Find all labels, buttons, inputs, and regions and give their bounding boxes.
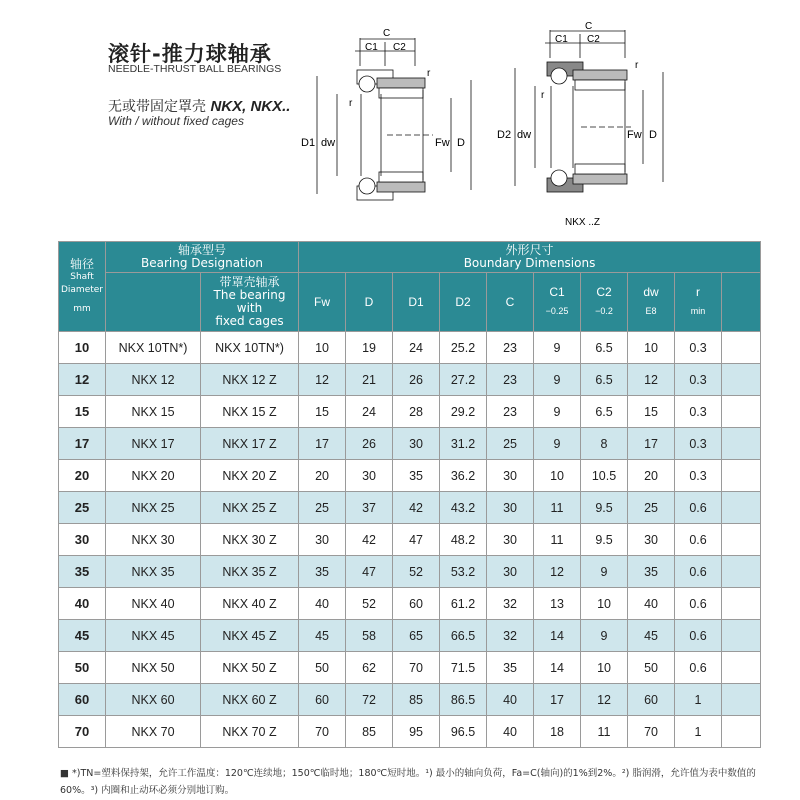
- subtitle-prefix: 无或带固定罩壳: [108, 99, 206, 115]
- dimensions-table: [58, 241, 761, 748]
- cell-d2: 25.2: [440, 332, 487, 364]
- cell-c: 32: [487, 588, 534, 620]
- cell-d: 21: [346, 364, 393, 396]
- cell-blank: [722, 588, 761, 620]
- cell-d2: 86.5: [440, 684, 487, 716]
- cell-nkxz: NKX 25 Z: [201, 492, 299, 524]
- cell-dw: 30: [628, 524, 675, 556]
- cell-d: 72: [346, 684, 393, 716]
- cell-dw: 12: [628, 364, 675, 396]
- cell-c: 30: [487, 460, 534, 492]
- label-r-inner: r: [349, 98, 353, 109]
- footnote: ■ *)TN=塑料保持架，允许工作温度：120℃连续地；150℃临时地；180℃短时地。¹) 最小的轴向负荷，Fa=C(轴向)的1%到2%。²) 脂润滑，允许值为表中数值的60%。³) 内圈和止动环必须分别地订购。: [60, 768, 756, 796]
- label-dw: dw: [517, 129, 532, 141]
- cell-nkx: NKX 40: [106, 588, 201, 620]
- cell-nkxz: NKX 60 Z: [201, 684, 299, 716]
- col-r: r min: [675, 273, 722, 332]
- cell-d1: 95: [393, 716, 440, 748]
- table-row: [59, 588, 761, 620]
- cell-fw: 35: [299, 556, 346, 588]
- cell-c: 32: [487, 620, 534, 652]
- page-title-english: NEEDLE-THRUST BALL BEARINGS: [108, 63, 282, 75]
- label-dw: dw: [321, 137, 336, 149]
- cell-blank: [722, 556, 761, 588]
- cell-shaft: 30: [59, 524, 106, 556]
- cell-r: 0.3: [675, 428, 722, 460]
- cell-c: 23: [487, 332, 534, 364]
- cell-nkxz: NKX 15 Z: [201, 396, 299, 428]
- cell-nkx: NKX 25: [106, 492, 201, 524]
- label-d1: D1: [301, 137, 316, 149]
- page-title: 滚针-推力球轴承: [108, 42, 272, 66]
- cell-nkxz: NKX 17 Z: [201, 428, 299, 460]
- cell-fw: 60: [299, 684, 346, 716]
- cell-nkx: NKX 45: [106, 620, 201, 652]
- cell-c: 23: [487, 396, 534, 428]
- cell-r: 0.6: [675, 620, 722, 652]
- cell-fw: 40: [299, 588, 346, 620]
- cell-dw: 35: [628, 556, 675, 588]
- shaft-header: 轴径 Shaft Diameter mm: [59, 242, 106, 332]
- cell-d: 19: [346, 332, 393, 364]
- cell-r: 0.6: [675, 524, 722, 556]
- cell-nkxz: NKX 45 Z: [201, 620, 299, 652]
- label-c2: C2: [587, 34, 600, 45]
- table-row: [59, 428, 761, 460]
- label-d: D: [649, 129, 657, 141]
- cell-r: 0.6: [675, 492, 722, 524]
- diagram-caption: NKX ..Z: [565, 217, 601, 228]
- cell-d1: 85: [393, 684, 440, 716]
- cell-dw: 10: [628, 332, 675, 364]
- cell-c1: 11: [534, 524, 581, 556]
- cell-d2: 96.5: [440, 716, 487, 748]
- cell-shaft: 15: [59, 396, 106, 428]
- cell-blank: [722, 524, 761, 556]
- cell-r: 0.3: [675, 396, 722, 428]
- cell-c: 30: [487, 556, 534, 588]
- cell-shaft: 70: [59, 716, 106, 748]
- col-d1: D1: [393, 273, 440, 332]
- cell-fw: 50: [299, 652, 346, 684]
- cell-nkx: NKX 15: [106, 396, 201, 428]
- cell-blank: [722, 396, 761, 428]
- cell-shaft: 45: [59, 620, 106, 652]
- cell-nkx: NKX 50: [106, 652, 201, 684]
- cell-shaft: 20: [59, 460, 106, 492]
- cell-c1: 14: [534, 620, 581, 652]
- cell-c: 35: [487, 652, 534, 684]
- col-c1: C1 −0.25: [534, 273, 581, 332]
- table-row: [59, 492, 761, 524]
- cell-r: 0.6: [675, 556, 722, 588]
- cell-fw: 10: [299, 332, 346, 364]
- cell-c1: 11: [534, 492, 581, 524]
- cell-nkxz: NKX 35 Z: [201, 556, 299, 588]
- cell-c2: 10: [581, 588, 628, 620]
- subtitle-english: With / without fixed cages: [108, 114, 244, 128]
- cell-r: 0.3: [675, 460, 722, 492]
- cell-fw: 30: [299, 524, 346, 556]
- table-row: [59, 652, 761, 684]
- cell-d1: 26: [393, 364, 440, 396]
- cell-d2: 36.2: [440, 460, 487, 492]
- cell-d1: 70: [393, 652, 440, 684]
- cell-d1: 52: [393, 556, 440, 588]
- table-row: [59, 460, 761, 492]
- cell-c2: 12: [581, 684, 628, 716]
- boundary-header: 外形尺寸 Boundary Dimensions: [299, 242, 761, 273]
- cell-dw: 70: [628, 716, 675, 748]
- cell-nkxz: NKX 70 Z: [201, 716, 299, 748]
- cell-r: 0.6: [675, 652, 722, 684]
- label-c1: C1: [555, 34, 568, 45]
- cell-d1: 42: [393, 492, 440, 524]
- col-c: C: [487, 273, 534, 332]
- cell-d2: 66.5: [440, 620, 487, 652]
- cell-c: 30: [487, 524, 534, 556]
- label-fw: Fw: [435, 137, 450, 149]
- cell-d1: 28: [393, 396, 440, 428]
- cell-d1: 47: [393, 524, 440, 556]
- label-r-top: r: [427, 68, 431, 79]
- col-fw: Fw: [299, 273, 346, 332]
- bearing-diagram-nkx: [295, 18, 485, 218]
- col-blank: [722, 273, 761, 332]
- cell-c2: 8: [581, 428, 628, 460]
- cell-c2: 11: [581, 716, 628, 748]
- table-row: [59, 332, 761, 364]
- cell-shaft: 10: [59, 332, 106, 364]
- col-d2: D2: [440, 273, 487, 332]
- cell-blank: [722, 620, 761, 652]
- cell-d2: 53.2: [440, 556, 487, 588]
- caged-column-header: 带罩壳轴承 The bearing with fixed cages: [201, 273, 299, 332]
- cell-shaft: 40: [59, 588, 106, 620]
- col-c2: C2 −0.2: [581, 273, 628, 332]
- subtitle-models: NKX, NKX..: [210, 98, 291, 115]
- cell-dw: 45: [628, 620, 675, 652]
- cell-nkxz: NKX 10TN*): [201, 332, 299, 364]
- cell-dw: 50: [628, 652, 675, 684]
- cell-shaft: 17: [59, 428, 106, 460]
- table-row: [59, 684, 761, 716]
- cell-d1: 65: [393, 620, 440, 652]
- table-row: [59, 716, 761, 748]
- cell-c2: 9.5: [581, 524, 628, 556]
- cell-dw: 60: [628, 684, 675, 716]
- cell-nkxz: NKX 20 Z: [201, 460, 299, 492]
- cell-d: 58: [346, 620, 393, 652]
- cell-blank: [722, 492, 761, 524]
- cell-d: 52: [346, 588, 393, 620]
- cell-d: 26: [346, 428, 393, 460]
- label-c: C: [585, 21, 593, 32]
- cell-d2: 31.2: [440, 428, 487, 460]
- cell-nkxz: NKX 40 Z: [201, 588, 299, 620]
- cell-c: 40: [487, 716, 534, 748]
- cell-d2: 61.2: [440, 588, 487, 620]
- label-d: D: [457, 137, 465, 149]
- cell-d1: 35: [393, 460, 440, 492]
- subtitle: [108, 96, 290, 116]
- cell-fw: 12: [299, 364, 346, 396]
- cell-r: 0.3: [675, 364, 722, 396]
- cell-d: 37: [346, 492, 393, 524]
- cell-c: 25: [487, 428, 534, 460]
- cell-dw: 17: [628, 428, 675, 460]
- cell-d: 85: [346, 716, 393, 748]
- designation-header: 轴承型号 Bearing Designation: [106, 242, 299, 273]
- cell-dw: 15: [628, 396, 675, 428]
- cell-fw: 45: [299, 620, 346, 652]
- cell-r: 1: [675, 716, 722, 748]
- cell-d2: 48.2: [440, 524, 487, 556]
- cell-shaft: 35: [59, 556, 106, 588]
- cell-c1: 9: [534, 428, 581, 460]
- label-fw: Fw: [627, 129, 642, 141]
- cell-d2: 27.2: [440, 364, 487, 396]
- cell-d1: 24: [393, 332, 440, 364]
- cell-dw: 20: [628, 460, 675, 492]
- cell-shaft: 25: [59, 492, 106, 524]
- cell-blank: [722, 332, 761, 364]
- label-r-top: r: [635, 60, 639, 71]
- bearing-diagram-nkx-z: [495, 18, 685, 228]
- cell-dw: 25: [628, 492, 675, 524]
- cell-c1: 9: [534, 332, 581, 364]
- cell-blank: [722, 716, 761, 748]
- cell-c1: 13: [534, 588, 581, 620]
- col-d: D: [346, 273, 393, 332]
- cell-nkx: NKX 35: [106, 556, 201, 588]
- col-dw: dw E8: [628, 273, 675, 332]
- table-row: [59, 524, 761, 556]
- table-row: [59, 620, 761, 652]
- cell-dw: 40: [628, 588, 675, 620]
- cell-d: 47: [346, 556, 393, 588]
- nkx-column-header: [106, 273, 201, 332]
- cell-c1: 17: [534, 684, 581, 716]
- cell-c2: 6.5: [581, 332, 628, 364]
- cell-fw: 70: [299, 716, 346, 748]
- cell-r: 0.3: [675, 332, 722, 364]
- cell-c2: 10: [581, 652, 628, 684]
- cell-fw: 17: [299, 428, 346, 460]
- cell-c: 30: [487, 492, 534, 524]
- cell-shaft: 12: [59, 364, 106, 396]
- label-d2: D2: [497, 129, 512, 141]
- label-c: C: [383, 28, 391, 39]
- label-c1: C1: [365, 42, 378, 53]
- cell-blank: [722, 652, 761, 684]
- cell-r: 1: [675, 684, 722, 716]
- table-row: [59, 396, 761, 428]
- cell-nkx: NKX 70: [106, 716, 201, 748]
- label-r-inner: r: [541, 90, 545, 101]
- cell-d1: 30: [393, 428, 440, 460]
- cell-c1: 12: [534, 556, 581, 588]
- cell-c2: 10.5: [581, 460, 628, 492]
- cell-c2: 9: [581, 620, 628, 652]
- cell-nkx: NKX 10TN*): [106, 332, 201, 364]
- cell-nkx: NKX 60: [106, 684, 201, 716]
- cell-shaft: 60: [59, 684, 106, 716]
- cell-c1: 9: [534, 396, 581, 428]
- table-row: [59, 556, 761, 588]
- cell-fw: 15: [299, 396, 346, 428]
- cell-d: 42: [346, 524, 393, 556]
- cell-c2: 6.5: [581, 364, 628, 396]
- cell-c1: 9: [534, 364, 581, 396]
- cell-fw: 20: [299, 460, 346, 492]
- cell-d: 62: [346, 652, 393, 684]
- cell-d2: 71.5: [440, 652, 487, 684]
- cell-d2: 43.2: [440, 492, 487, 524]
- cell-c1: 18: [534, 716, 581, 748]
- cell-c: 40: [487, 684, 534, 716]
- cell-r: 0.6: [675, 588, 722, 620]
- cell-fw: 25: [299, 492, 346, 524]
- cell-c2: 9: [581, 556, 628, 588]
- cell-d1: 60: [393, 588, 440, 620]
- label-c2: C2: [393, 42, 406, 53]
- cell-nkxz: NKX 12 Z: [201, 364, 299, 396]
- cell-nkxz: NKX 50 Z: [201, 652, 299, 684]
- cell-nkx: NKX 20: [106, 460, 201, 492]
- cell-c2: 9.5: [581, 492, 628, 524]
- cell-shaft: 50: [59, 652, 106, 684]
- table-row: [59, 364, 761, 396]
- cell-nkx: NKX 12: [106, 364, 201, 396]
- cell-nkxz: NKX 30 Z: [201, 524, 299, 556]
- cell-d: 24: [346, 396, 393, 428]
- cell-blank: [722, 364, 761, 396]
- cell-nkx: NKX 30: [106, 524, 201, 556]
- cell-c1: 14: [534, 652, 581, 684]
- cell-c1: 10: [534, 460, 581, 492]
- cell-blank: [722, 684, 761, 716]
- cell-blank: [722, 460, 761, 492]
- cell-blank: [722, 428, 761, 460]
- cell-c: 23: [487, 364, 534, 396]
- cell-c2: 6.5: [581, 396, 628, 428]
- cell-d2: 29.2: [440, 396, 487, 428]
- cell-nkx: NKX 17: [106, 428, 201, 460]
- cell-d: 30: [346, 460, 393, 492]
